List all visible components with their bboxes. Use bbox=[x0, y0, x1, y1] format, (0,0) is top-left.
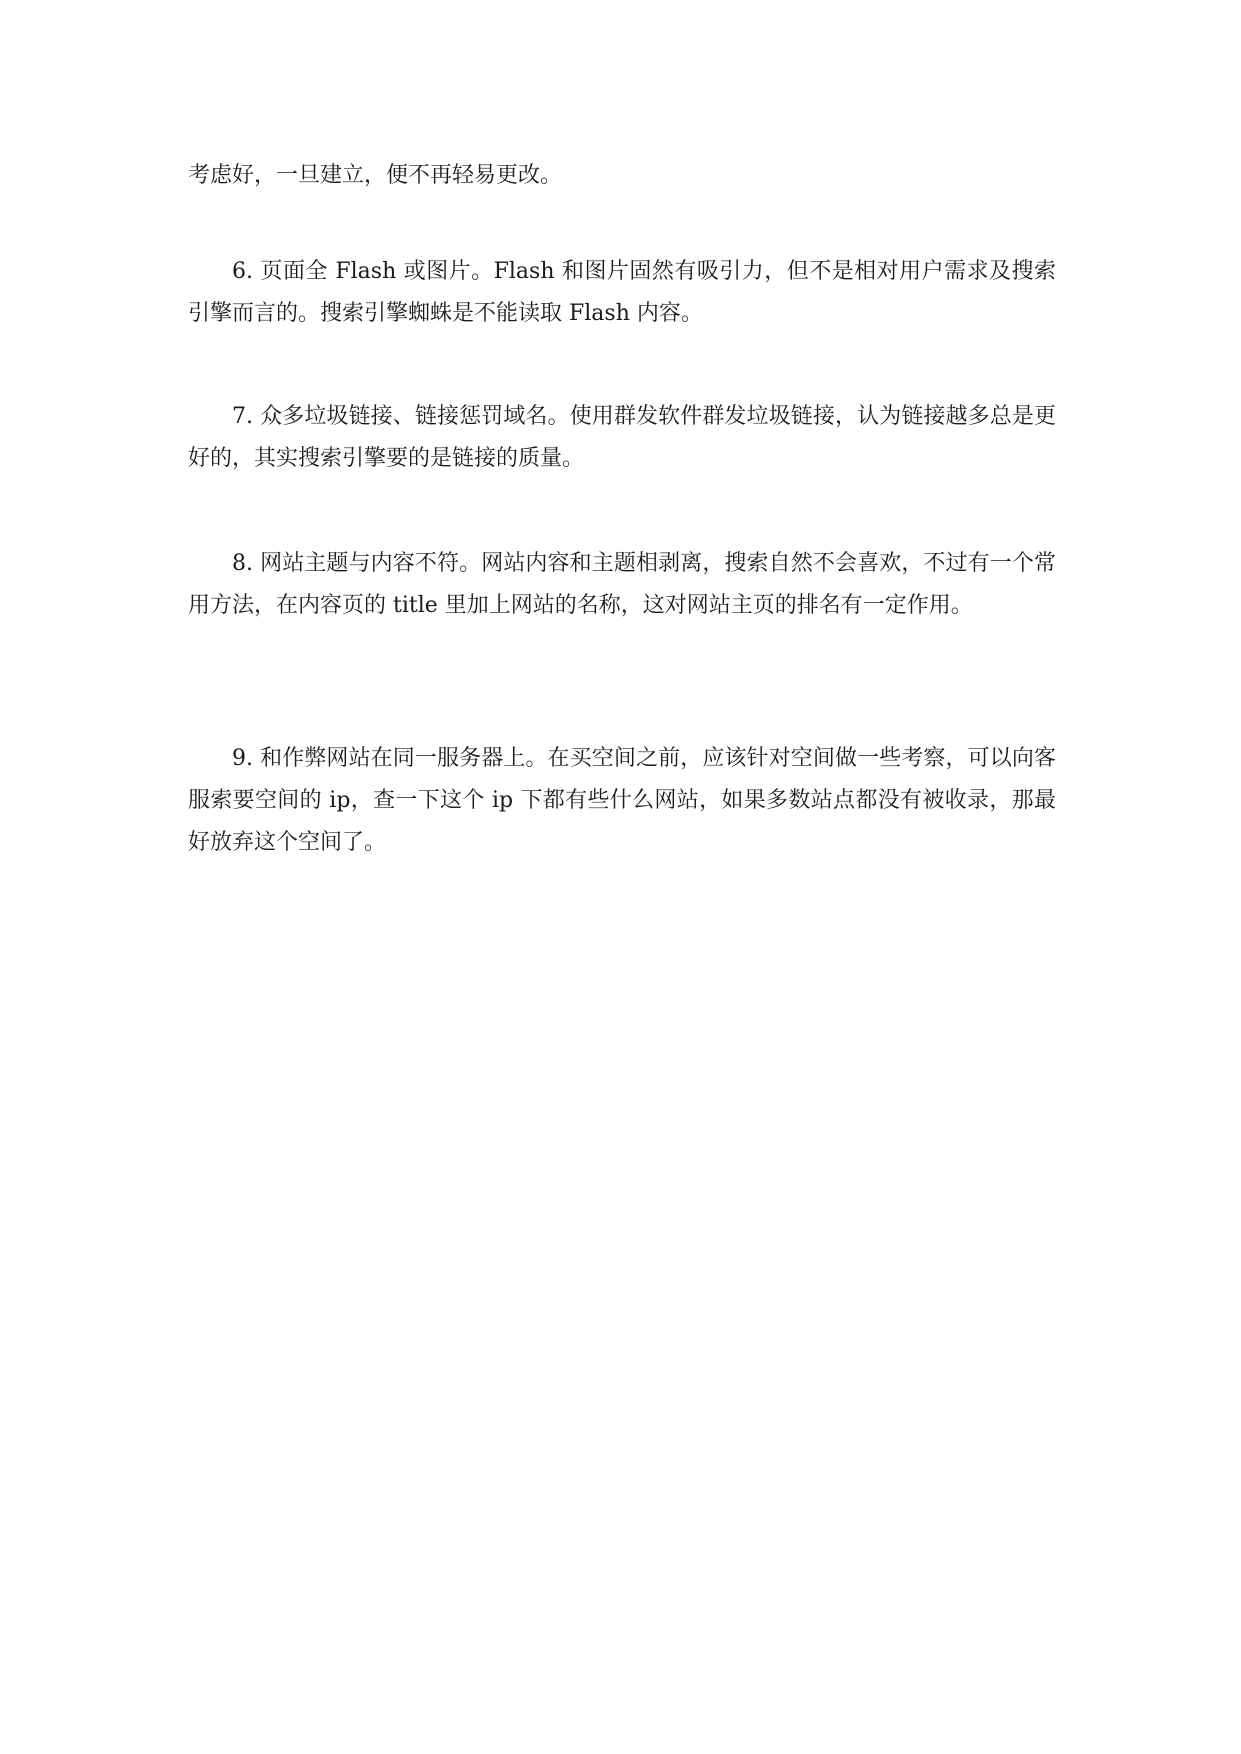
paragraph-continuation: 考虑好，一旦建立，便不再轻易更改。 bbox=[188, 163, 563, 188]
paragraph-item-9: 9. 和作弊网站在同一服务器上。在买空间之前，应该针对空间做一些考察，可以向客服索要空间的 ip，查一下这个 ip 下都有些什么网站，如果多数站点都没有被收录，那最好放弃这个空间了。 bbox=[188, 746, 1056, 855]
paragraph-item-6: 6. 页面全 Flash 或图片。Flash 和图片固然有吸引力，但不是相对用户需求及搜索引擎而言的。搜索引擎蜘蛛是不能读取 Flash 内容。 bbox=[188, 259, 1056, 326]
paragraph-item-7: 7. 众多垃圾链接、链接惩罚域名。使用群发软件群发垃圾链接，认为链接越多总是更好的，其实搜索引擎要的是链接的质量。 bbox=[188, 404, 1056, 471]
paragraph-item-8: 8. 网站主题与内容不符。网站内容和主题相剥离，搜索自然不会喜欢，不过有一个常用方法，在内容页的 title 里加上网站的名称，这对网站主页的排名有一定作用。 bbox=[188, 551, 1056, 618]
